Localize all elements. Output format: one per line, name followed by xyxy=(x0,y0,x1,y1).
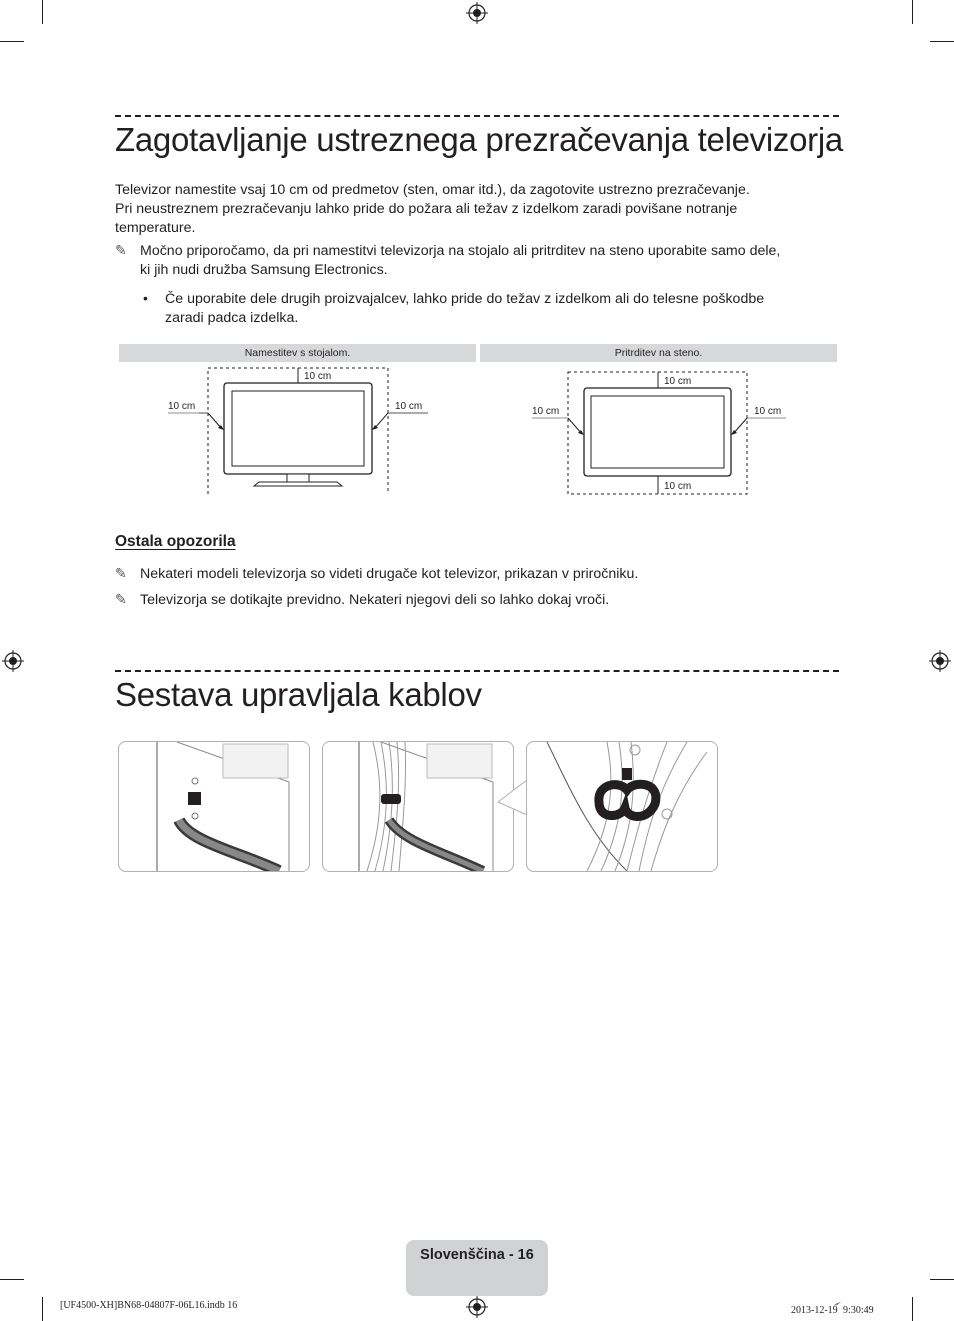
wall-mount-diagram xyxy=(480,362,837,497)
crop-mark xyxy=(0,41,24,42)
section-title-ventilation: Zagotavljanje ustreznega prezračevanja televizorja xyxy=(115,121,843,158)
intro-line: Televizor namestite vsaj 10 cm od predmetov (sten, omar itd.), da zagotovite ustrezno prezračevanje. xyxy=(115,182,750,198)
section-divider xyxy=(115,670,839,672)
page-label: Slovenščina - 16 xyxy=(420,1247,534,1263)
bullet-icon: • xyxy=(143,290,148,306)
callout-connector xyxy=(497,780,529,840)
crop-mark xyxy=(930,41,954,42)
crop-mark xyxy=(930,1279,954,1280)
clearance-label-bottom: 10 cm xyxy=(664,481,692,492)
other-warnings-heading: Ostala opozorila xyxy=(115,533,236,550)
cable-step-2-illustration xyxy=(322,741,514,872)
intro-line: Pri neustreznem prezračevanju lahko pride do požara ali težav z izdelkom zaradi povišane notranje xyxy=(115,201,738,217)
section-title-cable-manager: Sestava upravljala kablov xyxy=(115,676,482,713)
clearance-label-top: 10 cm xyxy=(664,376,692,387)
note-pencil-icon: ✎ xyxy=(115,565,127,581)
registration-mark-icon xyxy=(466,1296,488,1318)
print-file-info: [UF4500-XH]BN68-04807F-06L16.indb 16 xyxy=(60,1300,238,1311)
note-line: Nekateri modeli televizorja so videti drugače kot televizor, prikazan v priročniku. xyxy=(140,566,639,582)
bullet-line: Če uporabite dele drugih proizvajalcev, lahko pride do težav z izdelkom ali do telesne poškodbe xyxy=(165,291,765,307)
note-pencil-icon: ✎ xyxy=(115,591,127,607)
registration-mark-icon xyxy=(2,650,24,672)
clearance-label-right: 10 cm xyxy=(395,401,423,412)
clearance-label-left: 10 cm xyxy=(168,401,196,412)
registration-mark-icon xyxy=(929,650,951,672)
clearance-label-left: 10 cm xyxy=(532,406,560,417)
page-number-tab xyxy=(406,1240,548,1296)
section-divider xyxy=(115,115,839,117)
bullet-line: zaradi padca izdelka. xyxy=(165,310,299,326)
cable-step-3-illustration xyxy=(526,741,718,872)
diagram-header-wall: Pritrditev na steno. xyxy=(480,344,837,362)
note-line: ki jih nudi družba Samsung Electronics. xyxy=(140,262,388,278)
clearance-label-right: 10 cm xyxy=(754,406,782,417)
stand-installation-diagram xyxy=(119,362,476,497)
cable-step-1-illustration xyxy=(118,741,310,872)
crop-mark xyxy=(0,1279,24,1280)
intro-line: temperature. xyxy=(115,220,196,236)
clearance-label-top: 10 cm xyxy=(304,371,332,382)
registration-mark-icon xyxy=(466,2,488,24)
print-datetime: 2013-12-19 ꪸ 9:30:49 xyxy=(791,1305,874,1316)
crop-mark xyxy=(912,1297,913,1321)
note-line: Televizorja se dotikajte previdno. Nekateri njegovi deli so lahko dokaj vroči. xyxy=(140,592,610,608)
crop-mark xyxy=(42,0,43,24)
crop-mark xyxy=(912,0,913,24)
diagram-header-stand: Namestitev s stojalom. xyxy=(119,344,476,362)
crop-mark xyxy=(42,1297,43,1321)
note-pencil-icon: ✎ xyxy=(115,242,127,258)
note-line: Močno priporočamo, da pri namestitvi televizorja na stojalo ali pritrditev na steno uporabite samo dele, xyxy=(140,243,781,259)
